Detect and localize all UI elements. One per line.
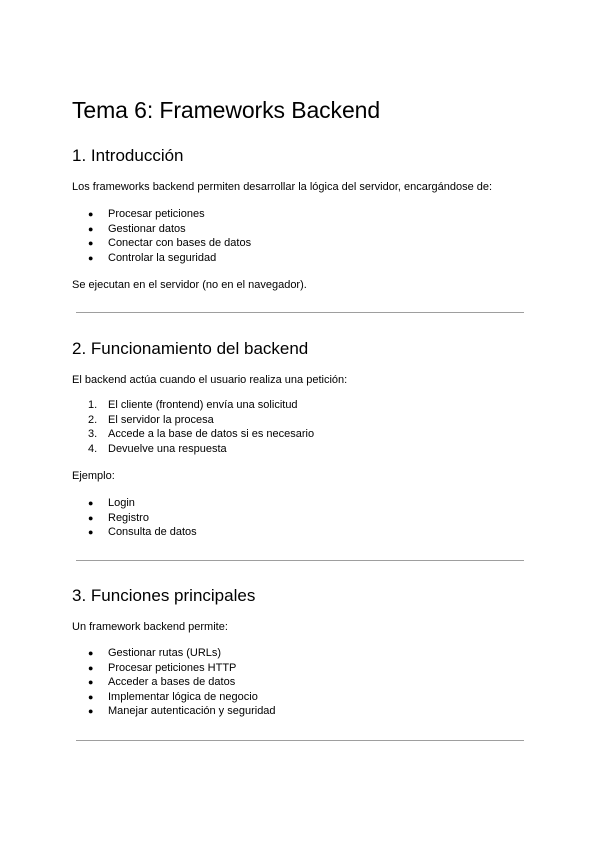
bullet-icon: ● — [88, 648, 94, 658]
section-divider — [76, 312, 524, 313]
document-title: Tema 6: Frameworks Backend — [72, 97, 381, 123]
section-2-steps-list — [72, 398, 528, 456]
section-3-heading: 3. Funciones principales — [72, 586, 256, 605]
section-1-outro: Se ejecutan en el servidor (no en el navegador). — [72, 279, 307, 291]
list-item: ● Registro — [88, 511, 149, 524]
section-2-heading: 2. Funcionamiento del backend — [72, 339, 309, 358]
bullet-icon: ● — [88, 512, 94, 523]
list-item: ● Manejar autenticación y seguridad — [88, 705, 276, 718]
bullet-icon: ● — [88, 662, 94, 673]
bullet-icon: ● — [88, 691, 94, 702]
section-1-heading: 1. Introducción — [72, 146, 184, 165]
bullet-icon: ● — [88, 677, 94, 688]
bullet-icon: ● — [88, 527, 94, 538]
list-item: ● Consulta de datos — [88, 526, 197, 539]
list-item: ● Login — [88, 497, 135, 509]
list-item: ● Acceder a bases de datos — [88, 676, 236, 689]
section-2-example-list — [72, 496, 528, 540]
list-item: 4. Devuelve una respuesta — [88, 442, 227, 455]
section-2-intro: El backend actúa cuando el usuario realiza una petición: — [72, 374, 348, 386]
bullet-icon: ● — [88, 706, 94, 717]
list-item: ● Controlar la seguridad — [88, 251, 217, 264]
section-1-intro: Los frameworks backend permiten desarrollar la lógica del servidor, encargándose de: — [72, 181, 493, 193]
list-item: ● Implementar lógica de negocio — [88, 690, 258, 703]
list-item: ● Gestionar rutas (URLs) — [88, 647, 222, 659]
section-divider — [76, 560, 524, 561]
bullet-icon: ● — [88, 498, 94, 508]
bullet-icon: ● — [88, 252, 94, 263]
list-item: ● Gestionar datos — [88, 222, 186, 235]
bullet-icon: ● — [88, 223, 94, 234]
list-item: 3. Accede a la base de datos si es necesario — [88, 428, 315, 441]
section-divider — [76, 740, 524, 741]
list-item: 1. El cliente (frontend) envía una solicitud — [88, 399, 298, 411]
section-3-intro: Un framework backend permite: — [72, 621, 228, 633]
section-1-bullet-list — [72, 207, 528, 265]
list-item: ● Procesar peticiones HTTP — [88, 661, 237, 674]
list-item: ● Procesar peticiones — [88, 208, 205, 220]
bullet-icon: ● — [88, 209, 94, 219]
section-2-example-label: Ejemplo: — [72, 470, 115, 482]
list-item: 2. El servidor la procesa — [88, 413, 214, 426]
list-item: ● Conectar con bases de datos — [88, 237, 252, 250]
bullet-icon: ● — [88, 238, 94, 249]
section-3-bullet-list — [72, 646, 528, 719]
